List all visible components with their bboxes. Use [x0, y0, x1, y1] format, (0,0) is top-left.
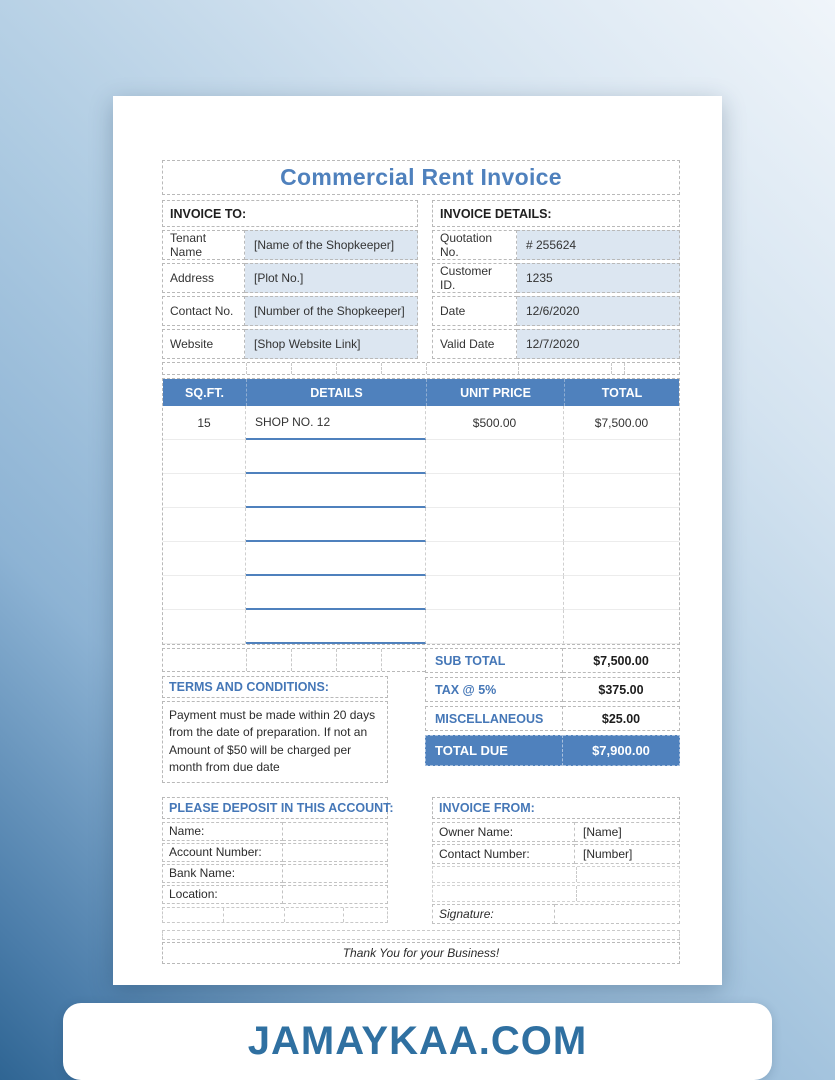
deposit-location-label: Location:	[162, 885, 283, 904]
thank-you-message: Thank You for your Business!	[162, 942, 680, 964]
field-row	[432, 329, 680, 359]
deposit-account-number-value	[283, 843, 388, 862]
brand-banner	[63, 1003, 772, 1080]
deposit-heading: PLEASE DEPOSIT IN THIS ACCOUNT:	[162, 797, 388, 819]
quotation-no-label: Quotation No.	[432, 230, 517, 260]
field-row	[432, 296, 680, 326]
item-total: $7,500.00	[564, 406, 679, 440]
items-table	[162, 378, 680, 645]
signature-label: Signature:	[432, 904, 555, 924]
field-row	[162, 864, 388, 883]
items-table-header	[163, 379, 679, 406]
website-label: Website	[162, 329, 245, 359]
invoice-to-heading: INVOICE TO:	[162, 200, 418, 227]
invoice-sheet	[113, 96, 722, 985]
item-sqft: 15	[163, 406, 246, 440]
field-row	[432, 822, 680, 842]
table-row	[163, 406, 679, 440]
deposit-location-value	[283, 885, 388, 904]
tax-row	[425, 677, 680, 702]
totals-block	[425, 648, 680, 783]
deposit-bank-name-value	[283, 864, 388, 883]
invoice-from-heading: INVOICE FROM:	[432, 797, 680, 819]
total-due-label: TOTAL DUE	[425, 735, 563, 766]
subtotal-label: SUB TOTAL	[425, 648, 563, 673]
grid-spacer-row	[432, 885, 680, 902]
field-row	[162, 843, 388, 862]
deposit-name-label: Name:	[162, 822, 283, 841]
miscellaneous-value: $25.00	[563, 706, 680, 731]
terms-text: Payment must be made within 20 days from the date of preparation. If not an Amount of $50 will be charged per month from due date	[162, 701, 388, 783]
date-label: Date	[432, 296, 517, 326]
miscellaneous-label: MISCELLANEOUS	[425, 706, 563, 731]
col-header-unit-price: UNIT PRICE	[426, 379, 564, 406]
field-row	[162, 885, 388, 904]
address-value: [Plot No.]	[245, 263, 418, 293]
contact-no-value: [Number of the Shopkeeper]	[245, 296, 418, 326]
table-row-empty	[163, 542, 679, 576]
owner-name-label: Owner Name:	[432, 822, 575, 842]
col-header-sqft: SQ.FT.	[185, 385, 224, 400]
field-row	[162, 230, 418, 260]
field-row	[162, 296, 418, 326]
subtotal-value: $7,500.00	[563, 648, 680, 673]
page-title: Commercial Rent Invoice	[162, 160, 680, 195]
signature-field	[555, 904, 680, 924]
field-row	[162, 263, 418, 293]
col-header-total: TOTAL	[564, 379, 679, 406]
contact-number-value: [Number]	[575, 844, 680, 864]
table-row-empty	[163, 440, 679, 474]
invoice-details-block	[432, 200, 680, 362]
field-row	[162, 329, 418, 359]
field-row	[432, 230, 680, 260]
table-row-empty	[163, 576, 679, 610]
customer-id-value: 1235	[517, 263, 680, 293]
customer-id-label: Customer ID.	[432, 263, 517, 293]
totals-and-terms-section	[162, 648, 680, 783]
date-value: 12/6/2020	[517, 296, 680, 326]
valid-date-label: Valid Date	[432, 329, 517, 359]
grid-spacer-row	[162, 362, 680, 375]
invoice-details-heading: INVOICE DETAILS:	[432, 200, 680, 227]
table-row-empty	[163, 610, 679, 644]
deposit-name-value	[283, 822, 388, 841]
parties-section	[162, 200, 680, 362]
grid-spacer-row	[162, 930, 680, 940]
table-row-empty	[163, 508, 679, 542]
item-unit-price: $500.00	[426, 406, 564, 440]
address-label: Address	[162, 263, 245, 293]
miscellaneous-row	[425, 706, 680, 731]
tax-value: $375.00	[563, 677, 680, 702]
total-due-value: $7,900.00	[563, 735, 680, 766]
field-row	[432, 263, 680, 293]
owner-name-value: [Name]	[575, 822, 680, 842]
item-details: SHOP NO. 12	[246, 406, 426, 440]
grid-spacer-row	[432, 866, 680, 883]
tenant-name-label: Tenant Name	[162, 230, 245, 260]
terms-heading: TERMS AND CONDITIONS:	[162, 676, 388, 698]
quotation-no-value: # 255624	[517, 230, 680, 260]
contact-number-label: Contact Number:	[432, 844, 575, 864]
field-row	[432, 844, 680, 864]
signature-row	[432, 904, 680, 924]
bottom-section	[162, 797, 680, 926]
tax-label: TAX @ 5%	[425, 677, 563, 702]
invoice-from-block	[432, 797, 680, 926]
website-value: [Shop Website Link]	[245, 329, 418, 359]
total-due-row	[425, 735, 680, 766]
invoice-document	[162, 160, 680, 964]
contact-no-label: Contact No.	[162, 296, 245, 326]
field-row	[162, 822, 388, 841]
valid-date-value: 12/7/2020	[517, 329, 680, 359]
deposit-account-number-label: Account Number:	[162, 843, 283, 862]
table-row-empty	[163, 474, 679, 508]
tenant-name-value: [Name of the Shopkeeper]	[245, 230, 418, 260]
brand-name: JAMAYKAA.COM	[247, 1019, 588, 1063]
invoice-to-block	[162, 200, 418, 362]
deposit-bank-name-label: Bank Name:	[162, 864, 283, 883]
deposit-block	[162, 797, 394, 926]
grid-spacer-row	[162, 907, 388, 923]
subtotal-row	[425, 648, 680, 673]
col-header-details: DETAILS	[246, 379, 426, 406]
grid-spacer-row	[162, 648, 425, 672]
terms-block	[162, 648, 425, 783]
